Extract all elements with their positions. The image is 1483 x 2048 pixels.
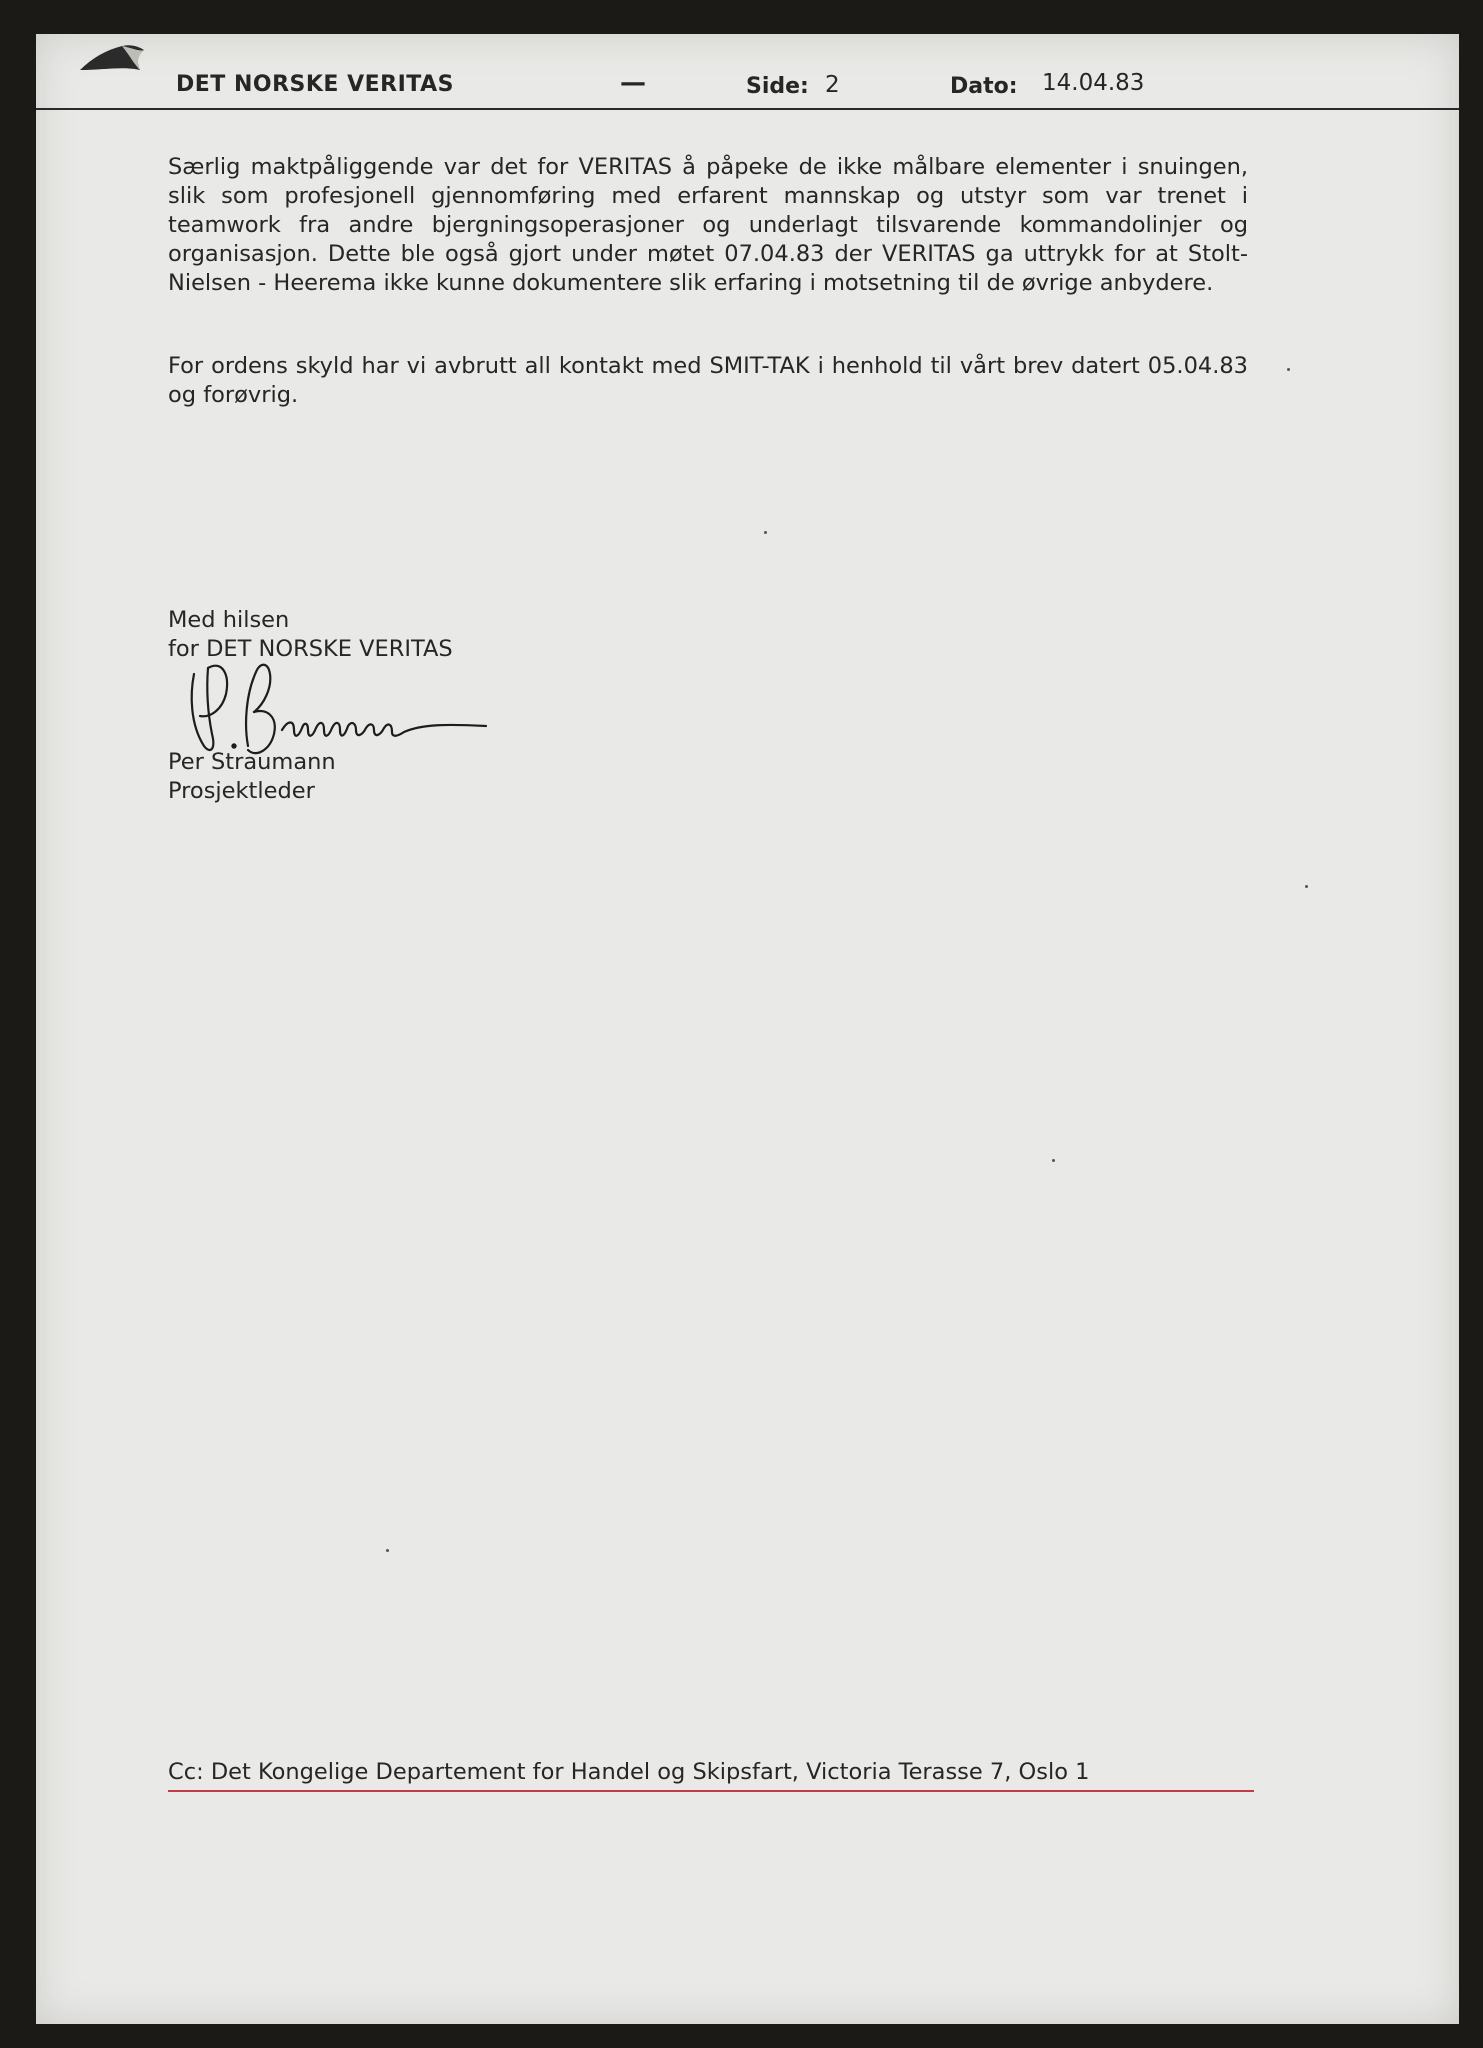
paper-speck <box>1287 368 1290 371</box>
signer-name: Per Straumann <box>168 749 336 775</box>
paper-speck <box>386 1549 389 1552</box>
paper-speck <box>1305 885 1308 888</box>
paper-speck <box>1052 1159 1055 1162</box>
closing-organization: for DET NORSKE VERITAS <box>168 636 453 662</box>
paper-speck <box>764 531 767 534</box>
closing-greeting: Med hilsen <box>168 607 290 633</box>
date-label: Dato: <box>950 74 1018 99</box>
page-label: Side: <box>746 74 809 99</box>
page-number: 2 <box>825 72 840 98</box>
company-name: DET NORSKE VERITAS <box>176 72 454 97</box>
body-paragraph: Særlig maktpåliggende var det for VERITAS å påpeke de ikke målbare elementer i snuingen, slik som profesjonell gjennomføring med erfarent mannskap og utstyr som var trenet i teamwork fra andre bjergningsoperasjoner og underlagt tilsvarende kommandolinjer og organisasjon. Dette ble også gjort under møtet 07.04.83 der VERITAS ga uttrykk for at Stolt-Nielsen - Heerema ikke kunne dokumentere slik erfaring i motsetning til de øvrige anbydere. <box>168 154 1248 296</box>
cc-underline <box>168 1790 1254 1792</box>
header-dash: — <box>620 68 646 98</box>
body-paragraph: For ordens skyld har vi avbrutt all kontakt med SMIT-TAK i henhold til vårt brev datert 05.04.83 og forøvrig. <box>168 353 1248 408</box>
header-rule <box>36 108 1459 110</box>
cc-line: Cc: Det Kongelige Departement for Handel og Skipsfart, Victoria Terasse 7, Oslo 1 <box>168 1759 1090 1785</box>
document-page <box>36 34 1459 2024</box>
date-value: 14.04.83 <box>1042 70 1145 96</box>
signer-title: Prosjektleder <box>168 778 315 804</box>
